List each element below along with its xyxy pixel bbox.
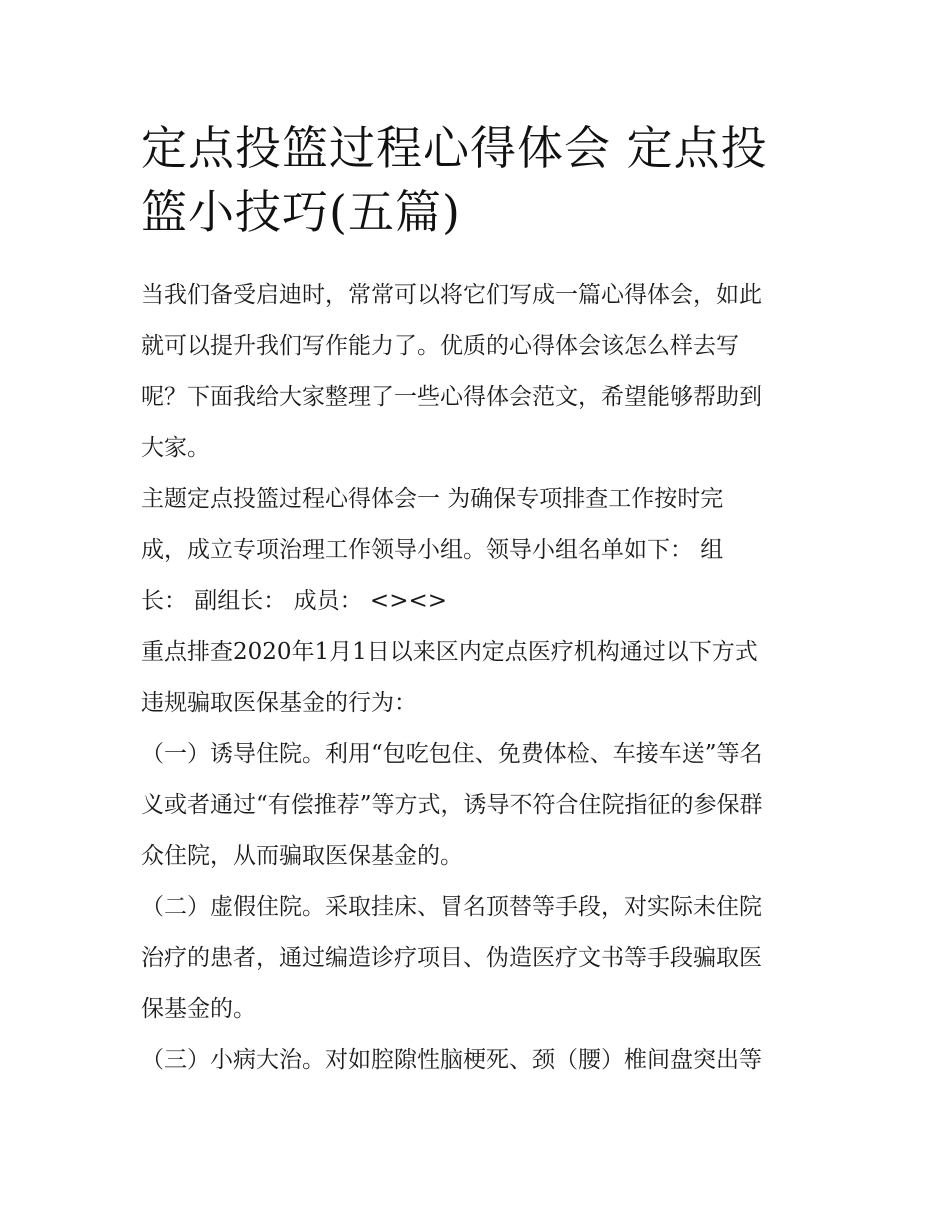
paragraph-item-2 <box>141 882 813 1035</box>
text-line: 大家。 <box>141 435 210 461</box>
text-line: 呢？下面我给大家整理了一些心得体会范文，希望能够帮助到 <box>141 384 762 410</box>
text-line: 义或者通过“有偿推荐”等方式，诱导不符合住院指征的参保群 <box>141 792 763 818</box>
text-line: （三）小病大治。对如腔隙性脑梗死、颈（腰）椎间盘突出等 <box>141 1047 762 1073</box>
document-title <box>141 116 813 244</box>
text-line: 就可以提升我们写作能力了。优质的心得体会该怎么样去写 <box>141 333 739 359</box>
text-line: 长： 副组长： 成员： <><> <box>141 588 448 614</box>
title-line: 篮小技巧(五篇) <box>141 185 461 239</box>
text-line: （一）诱导住院。利用“包吃包住、免费体检、车接车送”等名 <box>141 741 763 767</box>
document-content <box>141 116 813 1086</box>
paragraph-item-1 <box>141 729 813 882</box>
title-line: 定点投篮过程心得体会 定点投 <box>141 121 768 175</box>
text-line: （二）虚假住院。采取挂床、冒名顶替等手段，对实际未住院 <box>141 894 762 920</box>
text-line: 保基金的。 <box>141 996 256 1022</box>
paragraph-intro <box>141 270 813 474</box>
paragraph-item-3 <box>141 1035 813 1086</box>
paragraph-scope <box>141 627 813 729</box>
text-line: 违规骗取医保基金的行为： <box>141 690 417 716</box>
text-line: 众住院，从而骗取医保基金的。 <box>141 843 463 869</box>
paragraph-leadership <box>141 474 813 627</box>
text-line: 当我们备受启迪时，常常可以将它们写成一篇心得体会，如此 <box>141 282 762 308</box>
text-line: 主题定点投篮过程心得体会一 为确保专项排查工作按时完 <box>141 486 724 512</box>
text-line: 重点排查2020年1月1日以来区内定点医疗机构通过以下方式 <box>141 639 758 665</box>
text-line: 成，成立专项治理工作领导小组。领导小组名单如下： 组 <box>141 537 724 563</box>
text-line: 治疗的患者，通过编造诊疗项目、伪造医疗文书等手段骗取医 <box>141 945 762 971</box>
